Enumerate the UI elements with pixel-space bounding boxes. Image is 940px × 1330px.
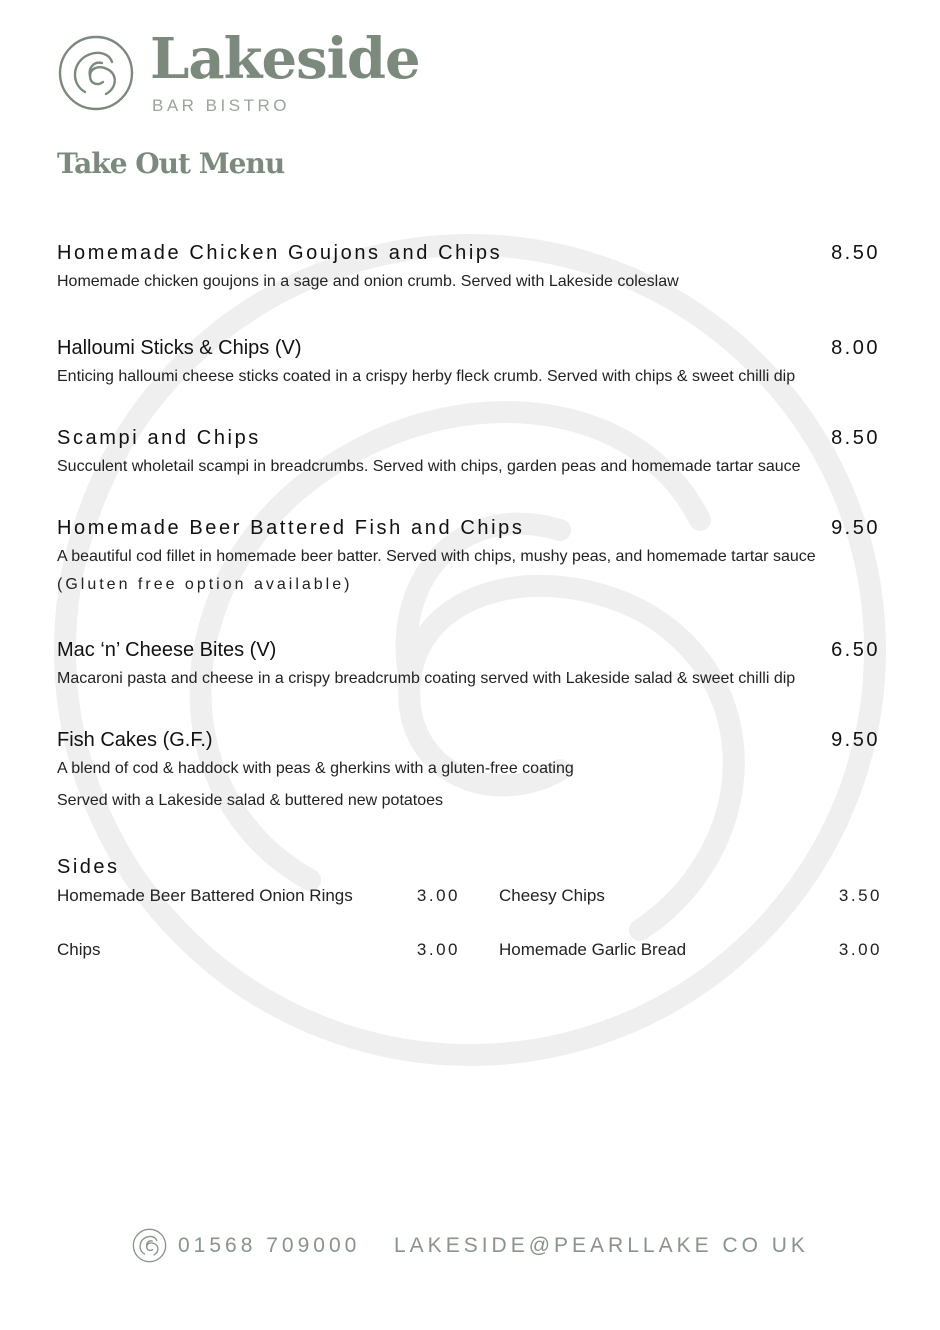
- sides-title: Sides: [57, 856, 120, 878]
- side-item-price: 3.00: [838, 940, 882, 959]
- side-item-price: 3.00: [416, 886, 460, 905]
- side-item-name: Cheesy Chips: [499, 886, 605, 905]
- side-item-price: 3.00: [416, 940, 460, 959]
- footer-email[interactable]: LAKESIDE@PEARLLAKE CO UK: [394, 1234, 809, 1257]
- menu-item-name: Homemade Chicken Goujons and Chips: [57, 242, 503, 264]
- menu-item-name: Homemade Beer Battered Fish and Chips: [57, 517, 525, 539]
- menu-item-price: 8.50: [831, 427, 880, 449]
- menu-item-description-extra: Served with a Lakeside salad & buttered new potatoes: [57, 792, 444, 809]
- menu-item-price: 9.50: [831, 517, 880, 539]
- swan-logo-icon: [57, 34, 135, 112]
- side-item-price: 3.50: [838, 886, 882, 905]
- menu-item-description: A blend of cod & haddock with peas & gherkins with a gluten-free coating: [57, 760, 574, 777]
- menu-item-note: (Gluten free option available): [57, 576, 353, 593]
- menu-item-name: Scampi and Chips: [57, 427, 261, 449]
- menu-item-description: A beautiful cod fillet in homemade beer batter. Served with chips, mushy peas, and homemade tartar sauce: [57, 548, 816, 565]
- menu-item-price: 9.50: [831, 729, 880, 751]
- menu-item-description: Succulent wholetail scampi in breadcrumbs. Served with chips, garden peas and homemade tartar sauce: [57, 458, 801, 475]
- footer: [132, 1228, 832, 1264]
- menu-item-price: 6.50: [831, 639, 880, 661]
- side-item-name: Chips: [57, 940, 101, 959]
- footer-phone[interactable]: 01568 709000: [178, 1234, 361, 1257]
- brand-subtitle: BAR BISTRO: [152, 96, 290, 115]
- menu-item-name: Fish Cakes (G.F.): [57, 729, 213, 751]
- side-item-name: Homemade Beer Battered Onion Rings: [57, 886, 353, 905]
- menu-title: Take Out Menu: [57, 147, 285, 180]
- menu-item-name: Halloumi Sticks & Chips (V): [57, 337, 302, 359]
- side-item-name: Homemade Garlic Bread: [499, 940, 687, 959]
- menu-item-price: 8.50: [831, 242, 880, 264]
- menu-item-description: Macaroni pasta and cheese in a crispy breadcrumb coating served with Lakeside salad & sweet chilli dip: [57, 670, 796, 687]
- menu-item-description: Enticing halloumi cheese sticks coated in a crispy herby fleck crumb. Served with chips & sweet chilli dip: [57, 368, 796, 385]
- menu-item-description: Homemade chicken goujons in a sage and onion crumb. Served with Lakeside coleslaw: [57, 273, 679, 290]
- menu-item-name: Mac ‘n’ Cheese Bites (V): [57, 639, 277, 661]
- menu-item-price: 8.00: [831, 337, 880, 359]
- brand-name: Lakeside: [150, 26, 420, 92]
- swan-logo-icon: [132, 1228, 167, 1263]
